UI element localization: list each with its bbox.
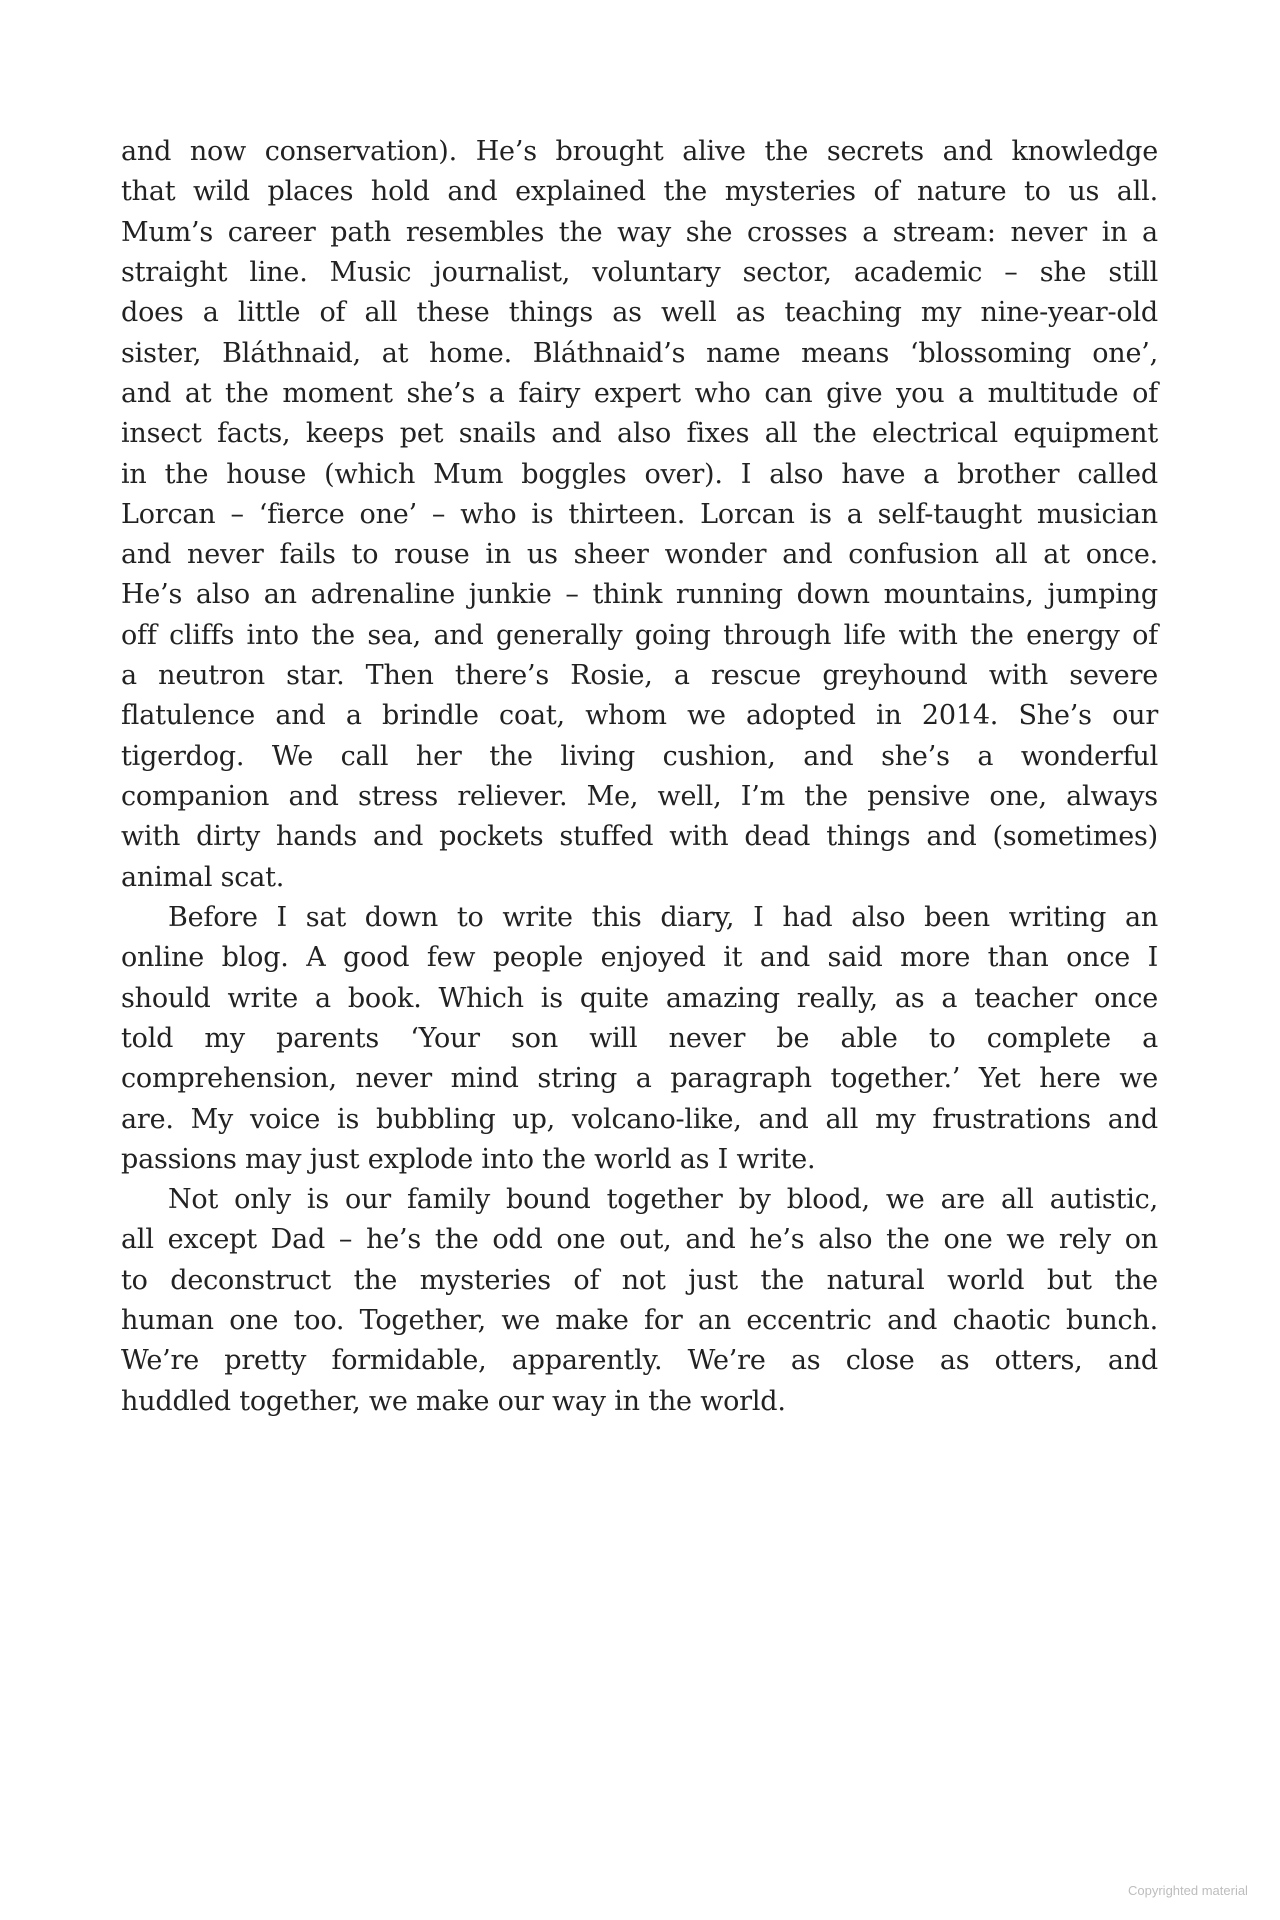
text-line: straight line. Music journalist, voluntary sector, academic – she still — [121, 256, 1159, 288]
text-line: with dirty hands and pockets stuffed with dead things and (sometimes) — [121, 821, 1158, 853]
text-line: flatulence and a brindle coat, whom we adopted in 2014. She’s our — [121, 700, 1159, 732]
text-line: should write a book. Which is quite amazing really, as a teacher once — [121, 982, 1159, 1014]
text-line: are. My voice is bubbling up, volcano-like, and all my frustrations and — [121, 1103, 1158, 1135]
text-line: and now conservation). He’s brought alive the secrets and knowledge — [121, 136, 1158, 167]
text-line: Not only is our family bound together by blood, we are all autistic, — [168, 1184, 1158, 1216]
paragraph-2 — [121, 898, 1158, 1180]
text-line: Lorcan – ‘fierce one’ – who is thirteen. Lorcan is a self-taught musician — [121, 498, 1158, 530]
text-line: Mum’s career path resembles the way she crosses a stream: never in a — [121, 216, 1158, 248]
text-line: tigerdog. We call her the living cushion, and she’s a wonderful — [121, 740, 1159, 772]
text-line: passions may just explode into the world as I write. — [121, 1143, 816, 1175]
copyright-watermark: Copyrighted material — [1128, 1883, 1248, 1898]
text-line: off cliffs into the sea, and generally going through life with the energy of — [121, 619, 1158, 651]
text-line: told my parents ‘Your son will never be able to complete a — [121, 1022, 1158, 1054]
text-line: We’re pretty formidable, apparently. We’re as close as otters, and — [121, 1345, 1158, 1377]
text-line: comprehension, never mind string a paragraph together.’ Yet here we — [121, 1063, 1159, 1095]
text-line: to deconstruct the mysteries of not just the natural world but the — [121, 1264, 1158, 1296]
text-line: He’s also an adrenaline junkie – think running down mountains, jumping — [121, 579, 1158, 611]
text-line: Before I sat down to write this diary, I had also been writing an — [168, 901, 1159, 933]
text-line: insect facts, keeps pet snails and also fixes all the electrical equipment — [121, 418, 1158, 450]
text-line: companion and stress reliever. Me, well, I’m the pensive one, always — [121, 781, 1158, 812]
text-line: a neutron star. Then there’s Rosie, a rescue greyhound with severe — [121, 660, 1159, 692]
text-line: and at the moment she’s a fairy expert who can give you a multitude of — [121, 377, 1158, 409]
text-line: online blog. A good few people enjoyed it and said more than once I — [121, 942, 1159, 974]
text-line: does a little of all these things as well as teaching my nine-year-old — [121, 297, 1158, 329]
paragraph-1 — [121, 132, 1158, 898]
text-line: that wild places hold and explained the mysteries of nature to us all. — [121, 176, 1158, 208]
text-line: huddled together, we make our way in the world. — [121, 1385, 786, 1417]
text-line: all except Dad – he’s the odd one out, and he’s also the one we rely on — [121, 1224, 1158, 1256]
text-line: sister, Bláthnaid, at home. Bláthnaid’s name means ‘blossoming one’, — [121, 337, 1158, 369]
body-text — [121, 132, 1158, 1422]
text-line: in the house (which Mum boggles over). I also have a brother called — [121, 458, 1158, 490]
text-line: animal scat. — [121, 861, 285, 893]
text-line: human one too. Together, we make for an eccentric and chaotic bunch. — [121, 1305, 1158, 1337]
paragraph-3 — [121, 1180, 1158, 1422]
text-line: and never fails to rouse in us sheer wonder and confusion all at once. — [121, 539, 1159, 571]
